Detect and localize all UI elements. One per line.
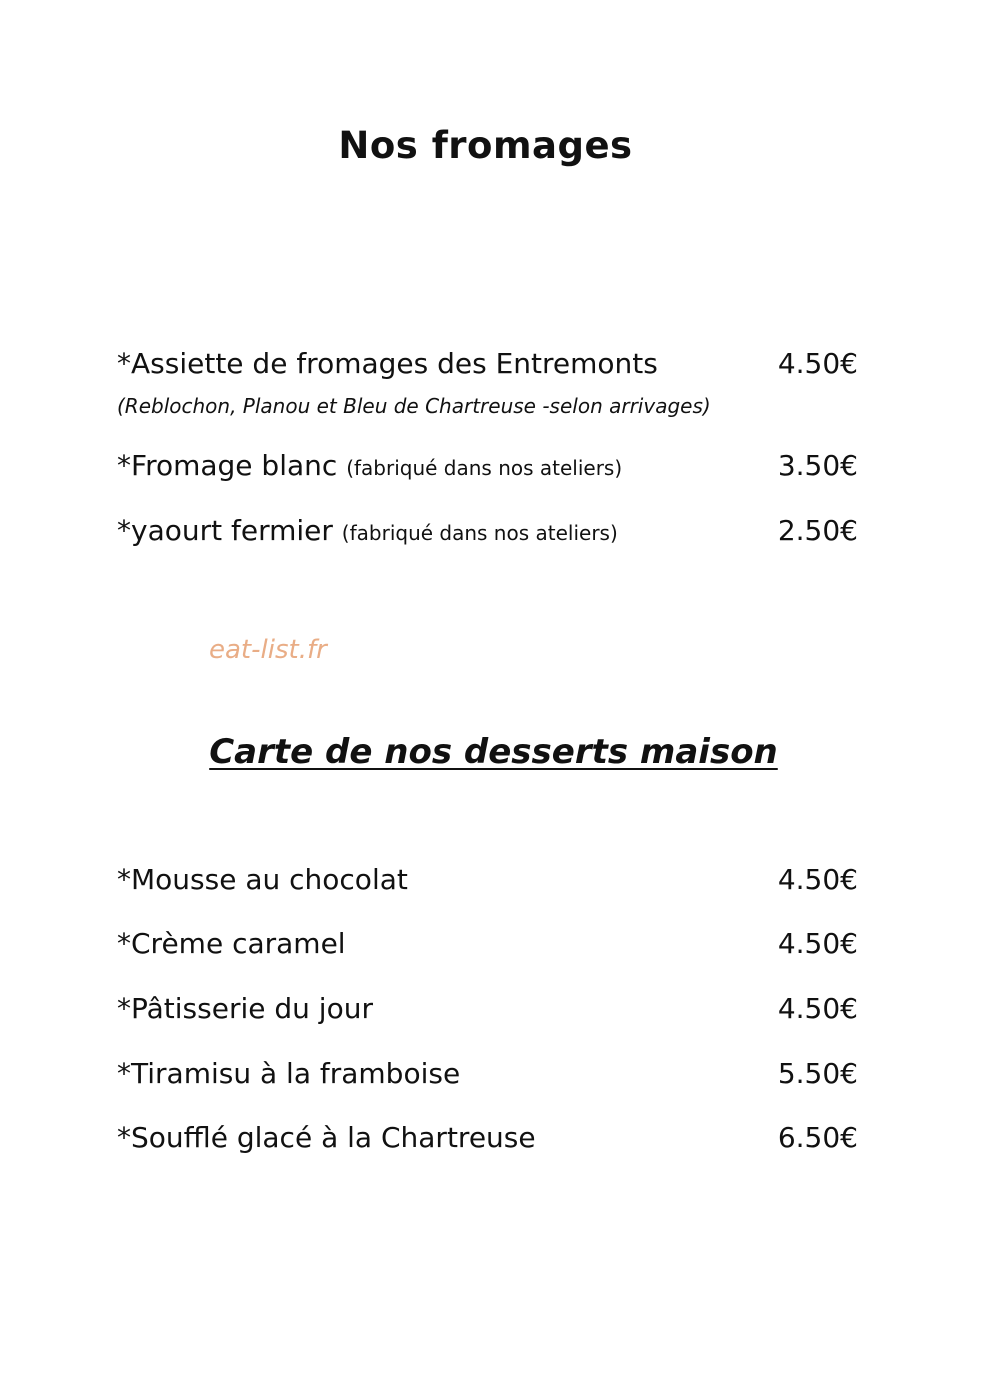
- menu-item-name: *Pâtisserie du jour: [117, 992, 373, 1025]
- menu-item-name: [117, 449, 623, 482]
- menu-item-note: (fabriqué dans nos ateliers): [341, 521, 618, 545]
- dessert-section-title: Carte de nos desserts maison: [209, 732, 778, 772]
- menu-item-price: 4.50€: [777, 927, 858, 960]
- menu-item-price: 4.50€: [777, 992, 858, 1025]
- menu-item-name: *Crème caramel: [117, 927, 346, 960]
- cheese-section-title: Nos fromages: [338, 124, 633, 167]
- menu-item-price: 4.50€: [777, 863, 858, 896]
- menu-item-name: [117, 514, 618, 547]
- menu-item-price: 3.50€: [777, 449, 858, 482]
- menu-item-name: *Tiramisu à la framboise: [117, 1057, 461, 1090]
- menu-item-price: 4.50€: [777, 347, 858, 380]
- menu-item-price: 6.50€: [777, 1121, 858, 1154]
- menu-item-name: *Mousse au chocolat: [117, 863, 408, 896]
- menu-item-name: *Soufflé glacé à la Chartreuse: [117, 1121, 536, 1154]
- menu-item-price: 5.50€: [777, 1057, 858, 1090]
- menu-item-note: (fabriqué dans nos ateliers): [346, 456, 623, 480]
- menu-item-subnote: (Reblochon, Planou et Bleu de Chartreuse -selon arrivages): [117, 394, 711, 418]
- watermark-link[interactable]: eat-list.fr: [209, 635, 327, 665]
- menu-item-label: *Assiette de fromages des Entremonts: [117, 347, 658, 380]
- menu-item-price: 2.50€: [777, 514, 858, 547]
- menu-item-name: [117, 347, 658, 380]
- menu-item-label: *Fromage blanc: [117, 449, 347, 482]
- menu-item-label: *yaourt fermier: [117, 514, 342, 547]
